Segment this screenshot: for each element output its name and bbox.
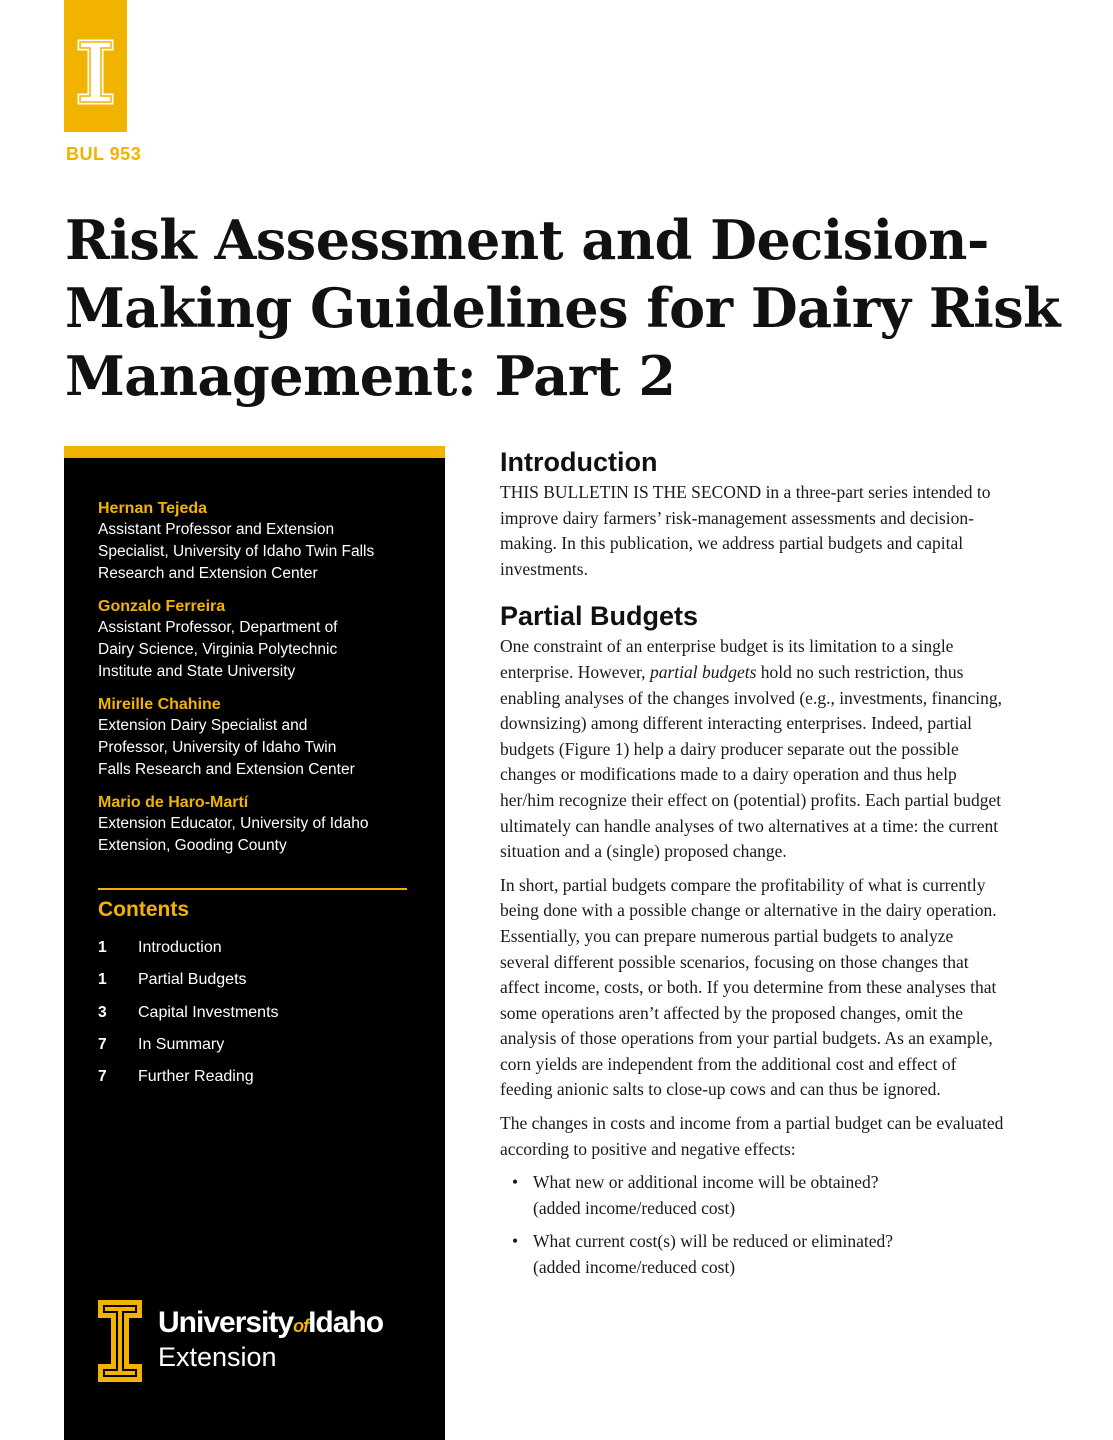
toc-label: In Summary	[138, 1036, 225, 1054]
list-item-note: (added income/reduced cost)	[533, 1197, 736, 1218]
university-of-idaho-extension-logo	[96, 1298, 416, 1388]
paragraph-text: hold no such restriction, thus enabling analyses of the changes involved (e.g., investments, financing, downsizing) among different interacting enterprises. Indeed, partial budgets (Figure 1) help a dairy producer separate out the possible changes or modifications made to a dairy operation and thus help her/him recognize their effect on (potential) profits. Each partial budget ultimately can handle analyses of two alternatives at a time: the current situation and a (single) proposed change.	[500, 661, 1003, 862]
author	[98, 596, 418, 683]
toc-label: Further Reading	[138, 1068, 254, 1086]
title-line: Making Guidelines for Dairy Risk	[65, 276, 1061, 340]
introduction-paragraph: THIS BULLETIN IS THE SECOND in a three-part series intended to improve dairy farmers’ risk-management assessments and decision-making. In this publication, we address partial budgets and capital investments.	[500, 482, 991, 579]
toc-label: Partial Budgets	[138, 971, 247, 989]
author-affiliation: Extension Educator, University of Idaho Extension, Gooding County	[98, 815, 369, 854]
sidebar	[64, 446, 445, 1440]
list-item	[500, 1170, 1005, 1221]
logo-university: University	[158, 1306, 294, 1339]
author-name: Mario de Haro-Martí	[98, 794, 249, 811]
partial-budgets-heading: Partial Budgets	[500, 601, 699, 632]
italic-term: partial budgets	[649, 661, 757, 682]
toc-page-number: 1	[98, 939, 107, 957]
author	[98, 792, 418, 857]
partial-budgets-paragraph-3: The changes in costs and income from a partial budget can be evaluated according to positive and negative effects:	[500, 1113, 1004, 1159]
block-i-icon	[96, 1298, 144, 1384]
author-name: Mireille Chahine	[98, 696, 221, 713]
toc-page-number: 7	[98, 1036, 107, 1054]
contents-heading: Contents	[98, 898, 189, 921]
toc-entry-further-reading[interactable]	[98, 1061, 398, 1093]
paragraph-text: One constraint of an enterprise budget is its limitation to a single enterprise. However,	[500, 636, 954, 682]
main-content	[500, 444, 1005, 1289]
partial-budgets-paragraph-2: In short, partial budgets compare the profitability of what is currently being done with a possible change or alternative in the dairy operation. Essentially, you can prepare numerous partial budgets to analyze several different possible scenarios, focusing on those changes that affect income, costs, or both. If you determine from these analyses that some operations aren’t affected by the proposed changes, omit the analysis of those operations from your partial budgets. As an example, corn yields are independent from the additional cost and effect of feeding anionic salts to close-up cows and can thus be ignored.	[500, 874, 997, 1100]
logo-idaho: Idaho	[308, 1306, 384, 1339]
list-item-note: (added income/reduced cost)	[533, 1257, 736, 1278]
list-item	[500, 1229, 1005, 1280]
university-i-logo	[64, 0, 127, 132]
author-name: Gonzalo Ferreira	[98, 598, 226, 615]
table-of-contents	[98, 932, 398, 1093]
author-name: Hernan Tejeda	[98, 500, 208, 517]
title-line: Management: Part 2	[65, 344, 676, 408]
list-item-question: What current cost(s) will be reduced or eliminated?	[533, 1231, 894, 1252]
author-affiliation: Extension Dairy Specialist and Professor, University of Idaho Twin Falls Research and Extension Center	[98, 717, 355, 778]
logo-extension: Extension	[158, 1342, 277, 1372]
title-line: Risk Assessment and Decision-	[65, 208, 989, 272]
toc-page-number: 1	[98, 971, 107, 989]
toc-label: Introduction	[138, 939, 222, 957]
block-i-icon	[64, 0, 127, 132]
partial-budgets-paragraph-1	[500, 634, 1005, 864]
page-title	[65, 206, 1061, 410]
author	[98, 694, 418, 781]
logo-wordmark	[158, 1306, 383, 1340]
introduction-heading: Introduction	[500, 447, 658, 477]
author-list	[98, 498, 418, 868]
toc-page-number: 7	[98, 1068, 107, 1086]
toc-entry-capital-investments[interactable]	[98, 997, 398, 1029]
logo-of: of	[293, 1316, 309, 1336]
toc-entry-in-summary[interactable]	[98, 1029, 398, 1061]
toc-label: Capital Investments	[138, 1003, 279, 1021]
author-affiliation: Assistant Professor and Extension Specialist, University of Idaho Twin Falls Research and Extension Center	[98, 521, 375, 582]
author-affiliation: Assistant Professor, Department of Dairy Science, Virginia Polytechnic Institute and State University	[98, 619, 338, 680]
bulletin-number: BUL 953	[66, 144, 142, 164]
author	[98, 498, 418, 585]
toc-entry-introduction[interactable]	[98, 932, 398, 964]
toc-entry-partial-budgets[interactable]	[98, 964, 398, 996]
list-item-question: What new or additional income will be obtained?	[533, 1172, 879, 1193]
contents-divider	[98, 888, 407, 890]
toc-page-number: 3	[98, 1003, 107, 1021]
effects-list	[500, 1170, 1005, 1280]
